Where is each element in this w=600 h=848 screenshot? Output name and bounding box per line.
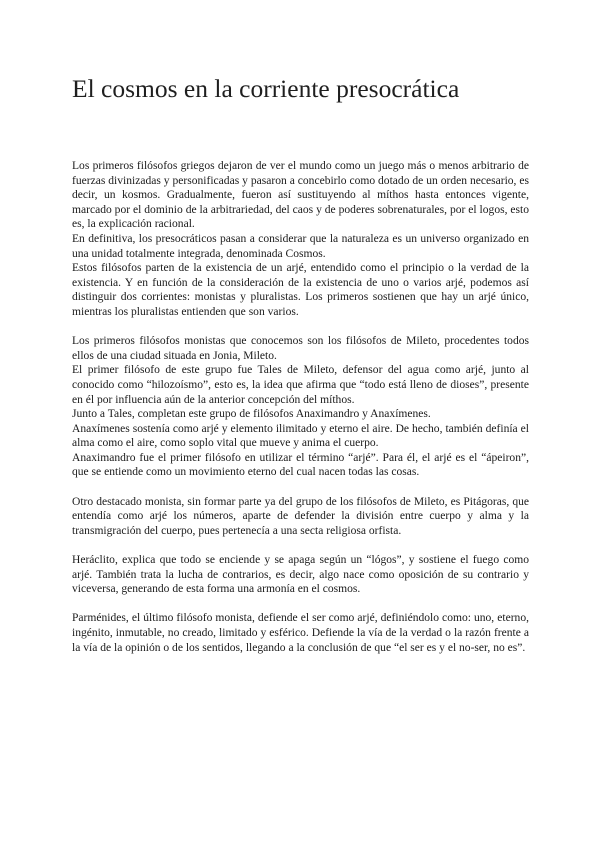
page-title: El cosmos en la corriente presocrática xyxy=(72,74,460,103)
paragraph: Estos filósofos parten de la existencia de un arjé, entendido como el principio o la verdad de la existencia. Y en función de la consideración de la existencia de uno o varios arjé, podemos así distinguir dos corrientes: monistas y pluralistas. Los primeros sostienen que hay un arjé único, mientras los pluralistas entienden que son varios. xyxy=(72,262,529,318)
section-intro xyxy=(72,159,529,320)
paragraph: Parménides, el último filósofo monista, defiende el ser como arjé, definiéndolo como: uno, eterno, ingénito, inmutable, no creado, limitado y esférico. Defiende la vía de la verdad o la razón frente a la vía de la opinión o de los sentidos, llegando a la conclusión de que “el ser es y el no-ser, no es”. xyxy=(72,612,529,654)
document-body xyxy=(72,159,529,655)
paragraph: Otro destacado monista, sin formar parte ya del grupo de los filósofos de Mileto, es Pitágoras, que entendía como arjé los números, aparte de defender la división entre cuerpo y alma y la transmigración del cuerpo, pues pertenecía a una secta religiosa orfista. xyxy=(72,495,529,537)
paragraph: Heráclito, explica que todo se enciende y se apaga según un “lógos”, y sostiene el fuego como arjé. También trata la lucha de contrarios, es decir, algo nace como oposición de su contrario y viceversa, generando de esta forma una armonía en el cosmos. xyxy=(72,554,529,596)
paragraph: El primer filósofo de este grupo fue Tales de Mileto, defensor del agua como arjé, junto al conocido como “hilozoísmo”, esto es, la idea que afirma que “todo está lleno de dioses”, presente en él por influencia aún de la anterior concepción del míthos. xyxy=(72,364,529,406)
paragraph: Junto a Tales, completan este grupo de filósofos Anaximandro y Anaxímenes. xyxy=(72,408,431,421)
paragraph: Los primeros filósofos griegos dejaron de ver el mundo como un juego más o menos arbitrario de fuerzas divinizadas y personificadas y pasaron a concebirlo como dotado de un orden necesario, es decir, un kosmos. Gradualmente, fueron así sustituyendo al míthos hasta entonces vigente, marcado por el dominio de la arbitrariedad, del caos y de poderes sobrenaturales, por el logos, esto es, la explicación racional. xyxy=(72,160,529,231)
section-mileto xyxy=(72,334,529,480)
paragraph: Los primeros filósofos monistas que conocemos son los filósofos de Mileto, procedentes todos ellos de una ciudad situada en Jonia, Mileto. xyxy=(72,335,529,362)
section-heraclito xyxy=(72,553,529,597)
paragraph: Anaxímenes sostenía como arjé y elemento ilimitado y eterno el aire. De hecho, también definía el alma como el aire, como soplo vital que mueve y anima el cuerpo. xyxy=(72,422,529,450)
paragraph: En definitiva, los presocráticos pasan a considerar que la naturaleza es un universo organizado en una unidad totalmente integrada, denominada Cosmos. xyxy=(72,232,529,260)
section-pitagoras xyxy=(72,495,529,539)
section-parmenides xyxy=(72,611,529,655)
paragraph: Anaximandro fue el primer filósofo en utilizar el término “arjé”. Para él, el arjé es el “ápeiron”, que se entiende como un movimiento eterno del cual nacen todas las cosas. xyxy=(72,451,529,479)
